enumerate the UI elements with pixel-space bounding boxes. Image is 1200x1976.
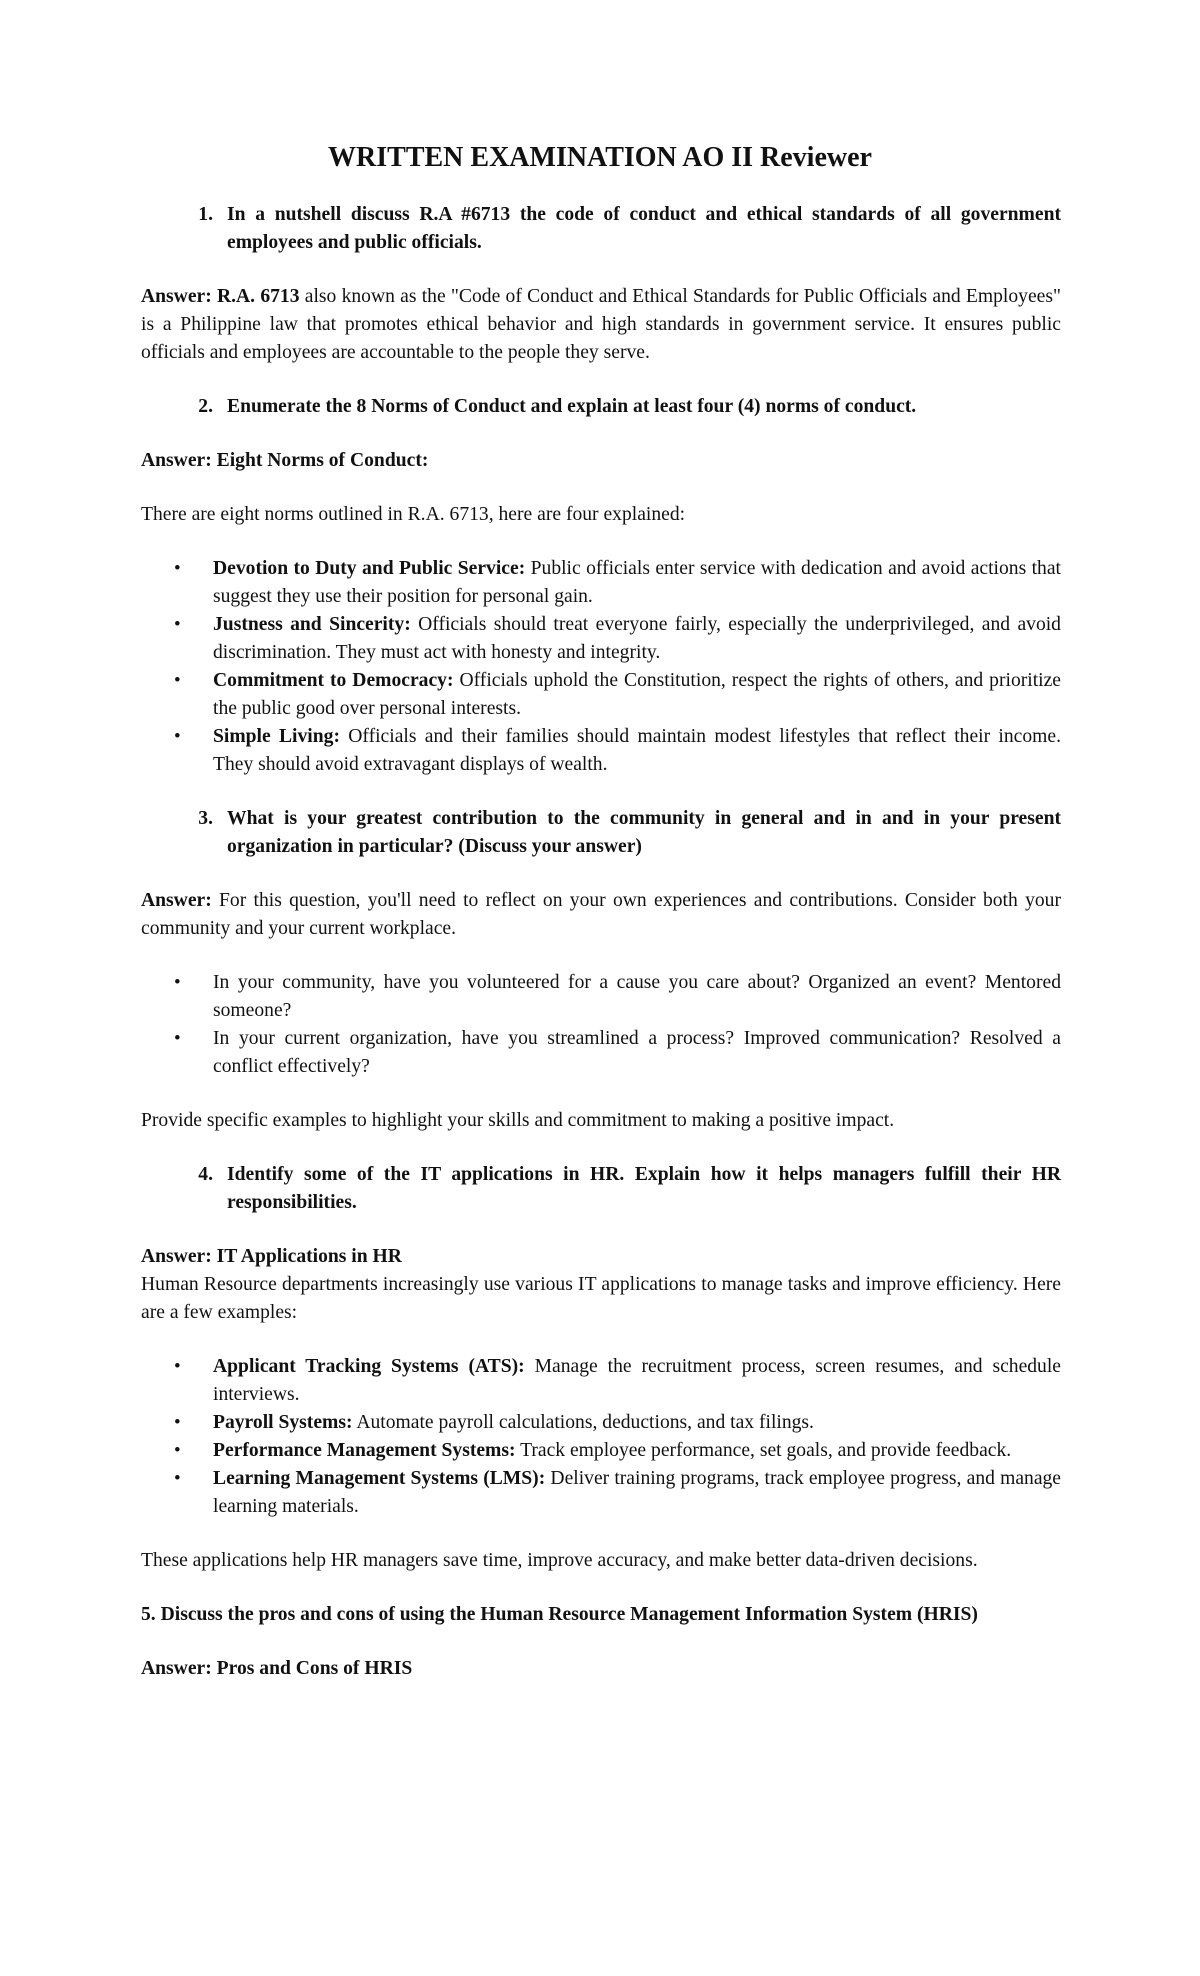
- answer-heading: Answer: IT Applications in HR: [141, 1246, 402, 1267]
- question-3: [141, 805, 1061, 861]
- question-5: 5. Discuss the pros and cons of using the Human Resource Management Information System (HRIS): [141, 1604, 978, 1625]
- answer-text: also known as the "Code of Conduct and Ethical Standards for Public Officials and Employees" is a Philippine law that promotes ethical behavior and high standards in government service. It ensures public officials and employees are accountable to the people they serve.: [141, 286, 1061, 363]
- answer-intro: There are eight norms outlined in R.A. 6713, here are four explained:: [141, 504, 686, 525]
- list-item: • Learning Management Systems (LMS): Deliver training programs, track employee progress, and manage learning materials.: [141, 1465, 1061, 1521]
- it-applications-list: [141, 1353, 1061, 1521]
- answer-3: [141, 887, 1061, 943]
- answer-intro: Human Resource departments increasingly use various IT applications to manage tasks and improve efficiency. Here are a few examples:: [141, 1274, 1061, 1323]
- question-number: 3.: [198, 808, 213, 829]
- list-item: • Devotion to Duty and Public Service: Public officials enter service with dedication and avoid actions that suggest they use their position for personal gain.: [141, 555, 1061, 611]
- document-body: [141, 201, 1061, 1683]
- answer-closing: Provide specific examples to highlight your skills and commitment to making a positive impact.: [141, 1110, 895, 1131]
- question-number: 1.: [198, 204, 213, 225]
- answer-label: Answer:: [141, 890, 212, 911]
- answer-closing: These applications help HR managers save time, improve accuracy, and make better data-driven decisions.: [141, 1550, 978, 1571]
- list-item: • In your current organization, have you streamlined a process? Improved communication? Resolved a conflict effectively?: [141, 1025, 1061, 1081]
- norms-list: [141, 555, 1061, 779]
- list-item: • Commitment to Democracy: Officials uphold the Constitution, respect the rights of others, and prioritize the public good over personal interests.: [141, 667, 1061, 723]
- list-item: • Justness and Sincerity: Officials should treat everyone fairly, especially the underprivileged, and avoid discrimination. They must act with honesty and integrity.: [141, 611, 1061, 667]
- page-title: WRITTEN EXAMINATION AO II Reviewer: [328, 142, 872, 173]
- answer-heading: Answer: Eight Norms of Conduct:: [141, 450, 429, 471]
- answer-1: [141, 283, 1061, 367]
- question-1: [141, 201, 1061, 257]
- list-item: • Performance Management Systems: Track employee performance, set goals, and provide feedback.: [141, 1437, 1061, 1465]
- list-item: • Simple Living: Officials and their families should maintain modest lifestyles that reflect their income. They should avoid extravagant displays of wealth.: [141, 723, 1061, 779]
- list-item: • In your community, have you volunteered for a cause you care about? Organized an event? Mentored someone?: [141, 969, 1061, 1025]
- answer-heading: Answer: Pros and Cons of HRIS: [141, 1658, 413, 1679]
- question-4: [141, 1161, 1061, 1217]
- question-text: What is your greatest contribution to the community in general and in and in your present organization in particular? (Discuss your answer): [227, 808, 1061, 857]
- question-number: 4.: [198, 1164, 213, 1185]
- question-text: Enumerate the 8 Norms of Conduct and explain at least four (4) norms of conduct.: [227, 396, 917, 417]
- question-text: In a nutshell discuss R.A #6713 the code of conduct and ethical standards of all government employees and public officials.: [227, 204, 1061, 253]
- list-item: • Applicant Tracking Systems (ATS): Manage the recruitment process, screen resumes, and schedule interviews.: [141, 1353, 1061, 1409]
- list-item: • Payroll Systems: Automate payroll calculations, deductions, and tax filings.: [141, 1409, 1061, 1437]
- reflection-list: [141, 969, 1061, 1081]
- answer-label: Answer: R.A. 6713: [141, 286, 300, 307]
- answer-text: For this question, you'll need to reflect on your own experiences and contributions. Consider both your community and your current workplace.: [141, 890, 1061, 939]
- question-2: [141, 393, 1061, 421]
- question-text: Identify some of the IT applications in HR. Explain how it helps managers fulfill their HR responsibilities.: [227, 1164, 1061, 1213]
- question-number: 2.: [198, 396, 213, 417]
